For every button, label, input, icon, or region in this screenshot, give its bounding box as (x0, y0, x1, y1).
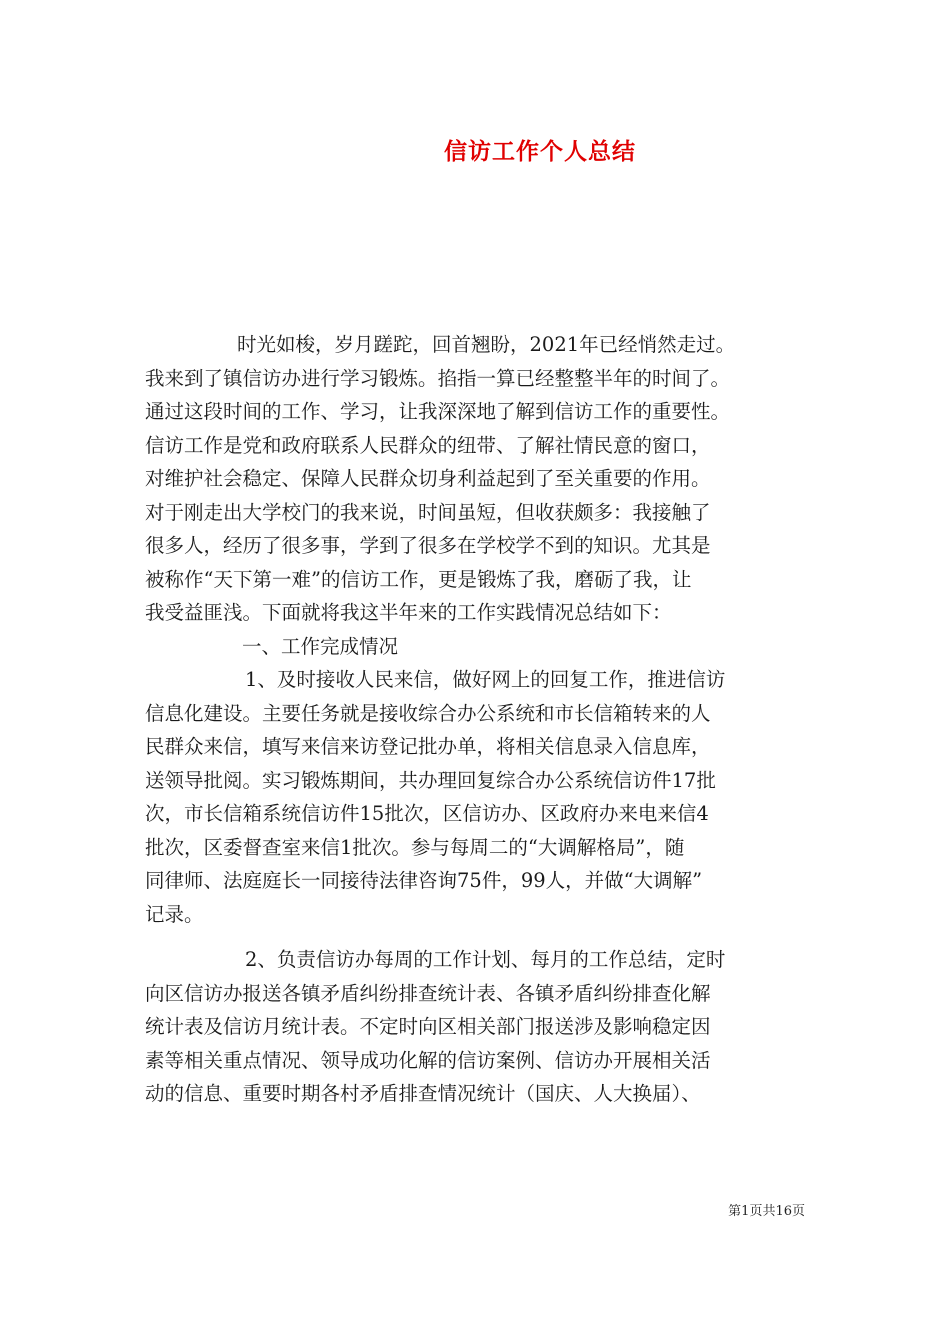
text-line: 批次，区委督查室来信1批次。参与每周二的“大调解格局”，随 (145, 835, 685, 859)
text-line: 很多人，经历了很多事，学到了很多在学校学不到的知识。尤其是 (145, 534, 711, 557)
page-number: 第1页共16页 (728, 1204, 805, 1219)
text-line: 次，市长信箱系统信访件15批次，区信访办、区政府办来电来信4 (145, 802, 709, 825)
text-line: 同律师、法庭庭长一同接待法律咨询75件，99人，并做“大调解” (145, 869, 703, 892)
text-line: 对维护社会稳定、保障人民群众切身利益起到了至关重要的作用。 (145, 467, 711, 490)
text-line: 动的信息、重要时期各村矛盾排查情况统计（国庆、人大换届）、 (145, 1082, 701, 1105)
text-line: 对于刚走出大学校门的我来说，时间虽短，但收获颇多：我接触了 (145, 500, 711, 524)
text-line: 通过这段时间的工作、学习，让我深深地了解到信访工作的重要性。 (145, 400, 731, 423)
text-line: 素等相关重点情况、领导成功化解的信访案例、信访办开展相关活 (145, 1048, 711, 1072)
text-line: 时光如梭，岁月蹉跎，回首翘盼，2021年已经悄然走过。 (237, 333, 736, 356)
text-line: 我来到了镇信访办进行学习锻炼。掐指一算已经整整半年的时间了。 (145, 366, 731, 390)
text-line: 送领导批阅。实习锻炼期间，共办理回复综合办公系统信访件17批 (145, 768, 716, 792)
text-line: 1、及时接收人民来信，做好网上的回复工作，推进信访 (245, 668, 726, 691)
text-line: 信访工作是党和政府联系人民群众的纽带、了解社情民意的窗口， (145, 433, 711, 457)
document-title: 信访工作个人总结 (444, 138, 636, 165)
text-line: 信息化建设。主要任务就是接收综合办公系统和市长信箱转来的人 (145, 701, 711, 725)
text-line: 统计表及信访月统计表。不定时向区相关部门报送涉及影响稳定因 (145, 1015, 711, 1038)
text-line: 我受益匪浅。下面就将我这半年来的工作实践情况总结如下： (145, 601, 672, 624)
text-line: 被称作“天下第一难”的信访工作，更是锻炼了我，磨砺了我，让 (145, 567, 692, 591)
text-line: 民群众来信，填写来信来访登记批办单，将相关信息录入信息库， (145, 735, 711, 758)
document-body (145, 328, 815, 1111)
text-line: 2、负责信访办每周的工作计划、每月的工作总结，定时 (245, 948, 726, 971)
text-line: 向区信访办报送各镇矛盾纠纷排查统计表、各镇矛盾纠纷排查化解 (145, 981, 711, 1005)
section-heading: 一、工作完成情况 (242, 634, 399, 658)
text-line: 记录。 (145, 902, 204, 926)
